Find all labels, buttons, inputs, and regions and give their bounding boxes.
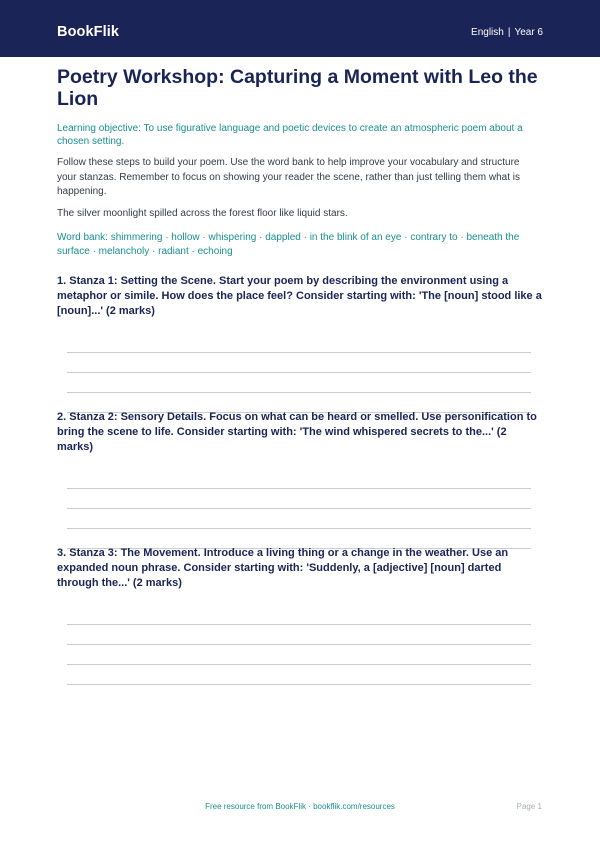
- learning-objective: Learning objective: To use figurative language and poetic devices to create an atmospheric poem about a chosen setting.: [57, 123, 523, 147]
- subject-label: English: [471, 27, 504, 38]
- answer-line[interactable]: [67, 664, 531, 665]
- answer-line[interactable]: [67, 488, 531, 489]
- answer-line[interactable]: [67, 508, 531, 509]
- separator: |: [507, 27, 511, 38]
- year-label: Year 6: [514, 27, 543, 38]
- question-3: [57, 546, 543, 591]
- page-header: [0, 0, 600, 57]
- answer-line[interactable]: [67, 684, 531, 685]
- answer-line[interactable]: [67, 624, 531, 625]
- instructions-paragraph: Follow these steps to build your poem. Use the word bank to help improve your vocabulary and structure your stanzas. Remember to focus on showing your reader the scene, rather than just telling them what is happening.: [57, 157, 521, 197]
- question-1-text: 1. Stanza 1: Setting the Scene. Start your poem by describing the environment using a metaphor or simile. How does the place feel? Consider starting with: 'The [noun] stood like a [noun]...' (2 marks): [57, 275, 542, 317]
- subject-year-label: [471, 27, 543, 39]
- question-2: [57, 410, 543, 455]
- answer-line[interactable]: [67, 352, 531, 353]
- page-footer: [0, 802, 600, 814]
- question-3-text: 3. Stanza 3: The Movement. Introduce a living thing or a change in the weather. Use an expanded noun phrase. Consider starting with: 'Suddenly, a [adjective] [noun] darted through the...' (2 marks): [57, 547, 509, 589]
- word-bank: Word bank: shimmering · hollow · whispering · dappled · in the blink of an eye · contrary to · beneath the surface · melancholy · radiant · echoing: [57, 232, 520, 257]
- answer-line[interactable]: [67, 372, 531, 373]
- page-number: Page 1: [516, 802, 542, 811]
- answer-line[interactable]: [67, 528, 531, 529]
- brand-logo-text[interactable]: BookFlik: [57, 24, 120, 40]
- worksheet-title: Poetry Workshop: Capturing a Moment with Leo the Lion: [57, 66, 538, 110]
- answer-line[interactable]: [67, 644, 531, 645]
- example-sentence: The silver moonlight spilled across the forest floor like liquid stars.: [57, 208, 348, 219]
- footer-resource-link[interactable]: Free resource from BookFlik · bookflik.com/resources: [205, 802, 395, 811]
- question-1: [57, 274, 543, 319]
- answer-line[interactable]: [67, 392, 531, 393]
- question-2-text: 2. Stanza 2: Sensory Details. Focus on what can be heard or smelled. Use personification to bring the scene to life. Consider starting with: 'The wind whispered secrets to the...' (2 marks): [57, 411, 537, 453]
